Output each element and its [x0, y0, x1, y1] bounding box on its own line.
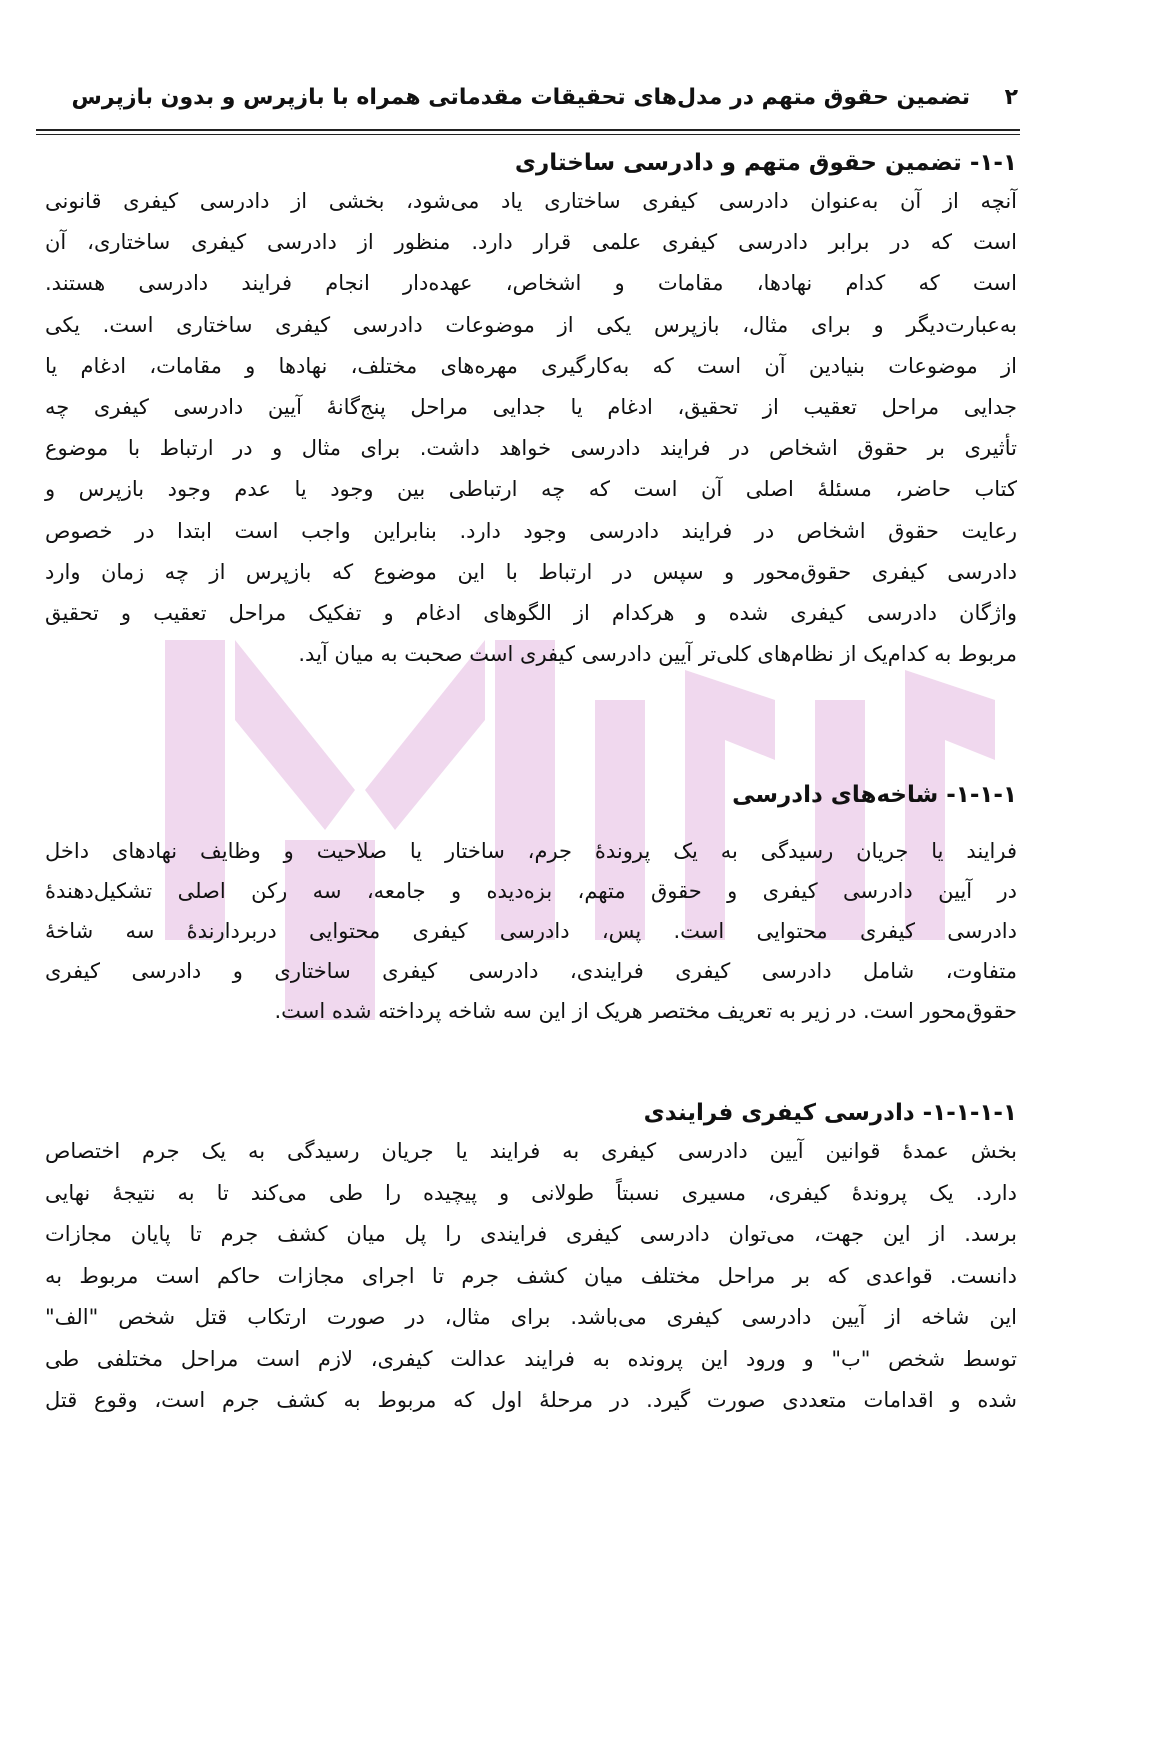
body-text-line: از موضوعات بنیادین آن است که به‌کارگیری مهره‌های مختلف، نهادها و مقامات، ادغام یا	[45, 353, 1017, 378]
body-text-line: کتاب حاضر، مسئلهٔ اصلی آن است که چه ارتباطی بین وجود یا عدم وجود بازپرس و	[45, 477, 1017, 502]
body-text-line: مربوط به کدام‌یک از نظام‌های کلی‌تر آیین دادرسی کیفری است صحبت به میان آید.	[298, 642, 1017, 667]
body-text-line: این شاخه از آیین دادرسی کیفری می‌باشد. برای مثال، در صورت ارتکاب قتل شخص "الف"	[45, 1305, 1017, 1329]
body-text-line: دادرسی کیفری محتوایی است. پس، دادرسی کیفری محتوایی دربردارندهٔ سه شاخهٔ	[45, 919, 1017, 943]
body-text-line: شده و اقدامات متعددی صورت گیرد. در مرحلهٔ اول که مربوط به کشف جرم است، وقوع قتل	[45, 1388, 1017, 1412]
body-text-line: جدایی مراحل تعقیب از تحقیق، ادغام یا جدایی مراحل پنج‌گانهٔ آیین دادرسی کیفری چه	[45, 395, 1017, 419]
body-text-line: حقوق‌محور است. در زیر به تعریف مختصر هریک از این سه شاخه پرداخته شده است.	[274, 999, 1017, 1023]
body-text-line: واژگان دادرسی کیفری شده و هرکدام از الگوهای ادغام و تفکیک مراحل تعقیب و تحقیق	[45, 601, 1017, 625]
body-text-line: دارد. یک پروندهٔ کیفری، مسیری نسبتاً طولانی و پیچیده را طی می‌کند تا به نتیجهٔ نهایی	[45, 1180, 1017, 1205]
running-title: تضمین حقوق متهم در مدل‌های تحقیقات مقدماتی همراه با بازپرس و بدون بازپرس	[71, 85, 970, 110]
body-text-line: رعایت حقوق اشخاص در فرایند دادرسی وجود دارد. بنابراین واجب است ابتدا در خصوص	[45, 518, 1017, 543]
page-number: ۲	[1004, 85, 1018, 110]
section-heading: ۱-۱- تضمین حقوق متهم و دادرسی ساختاری	[514, 150, 1017, 176]
header-rule-thin	[36, 134, 1020, 135]
subsubsection-heading: ۱-۱-۱-۱- دادرسی کیفری فرایندی	[643, 1100, 1017, 1126]
body-text-line: به‌عبارت‌دیگر و برای مثال، بازپرس یکی از موضوعات دادرسی کیفری ساختاری است. یکی	[45, 312, 1017, 337]
body-text-line: است که در برابر دادرسی کیفری علمی قرار دارد. منظور از دادرسی کیفری ساختاری، آن	[45, 230, 1017, 255]
subsection-heading: ۱-۱-۱- شاخه‌های دادرسی	[732, 782, 1017, 808]
body-text-line: متفاوت، شامل دادرسی کیفری فرایندی، دادرسی کیفری ساختاری و دادرسی کیفری	[45, 959, 1017, 983]
body-text-line: بخش عمدهٔ قوانین آیین دادرسی کیفری به فرایند یا جریان رسیدگی به یک جرم اختصاص	[45, 1139, 1017, 1163]
body-text-line: آنچه از آن به‌عنوان دادرسی کیفری ساختاری یاد می‌شود، بخشی از دادرسی کیفری قانونی	[45, 189, 1017, 213]
body-text-line: توسط شخص "ب" و ورود این پرونده به فرایند عدالت کیفری، لازم است مراحل مختلفی طی	[45, 1346, 1017, 1371]
header-rule	[36, 129, 1020, 131]
body-text-line: تأثیری بر حقوق اشخاص در فرایند دادرسی خواهد داشت. برای مثال و در ارتباط با موضوع	[45, 436, 1017, 461]
body-text-line: فرایند یا جریان رسیدگی به یک پروندهٔ جرم، ساختار یا صلاحیت و وظایف نهادهای داخل	[45, 839, 1017, 863]
body-text-line: برسد. از این جهت، می‌توان دادرسی کیفری فرایندی را پل میان کشف جرم تا پایان مجازات	[45, 1222, 1017, 1246]
body-text-line: دادرسی کیفری حقوق‌محور و سپس در ارتباط با این موضوع که بازپرس از چه زمان وارد	[45, 559, 1017, 584]
body-text-line: است که کدام نهادها، مقامات و اشخاص، عهده‌دار انجام فرایند دادرسی هستند.	[45, 271, 1017, 296]
body-text-line: در آیین دادرسی کیفری و حقوق متهم، بزه‌دیده و جامعه، سه رکن اصلی تشکیل‌دهندهٔ	[45, 879, 1017, 903]
body-text-line: دانست. قواعدی که بر مراحل مختلف میان کشف جرم تا اجرای مجازات حاکم است مربوط به	[45, 1263, 1017, 1288]
